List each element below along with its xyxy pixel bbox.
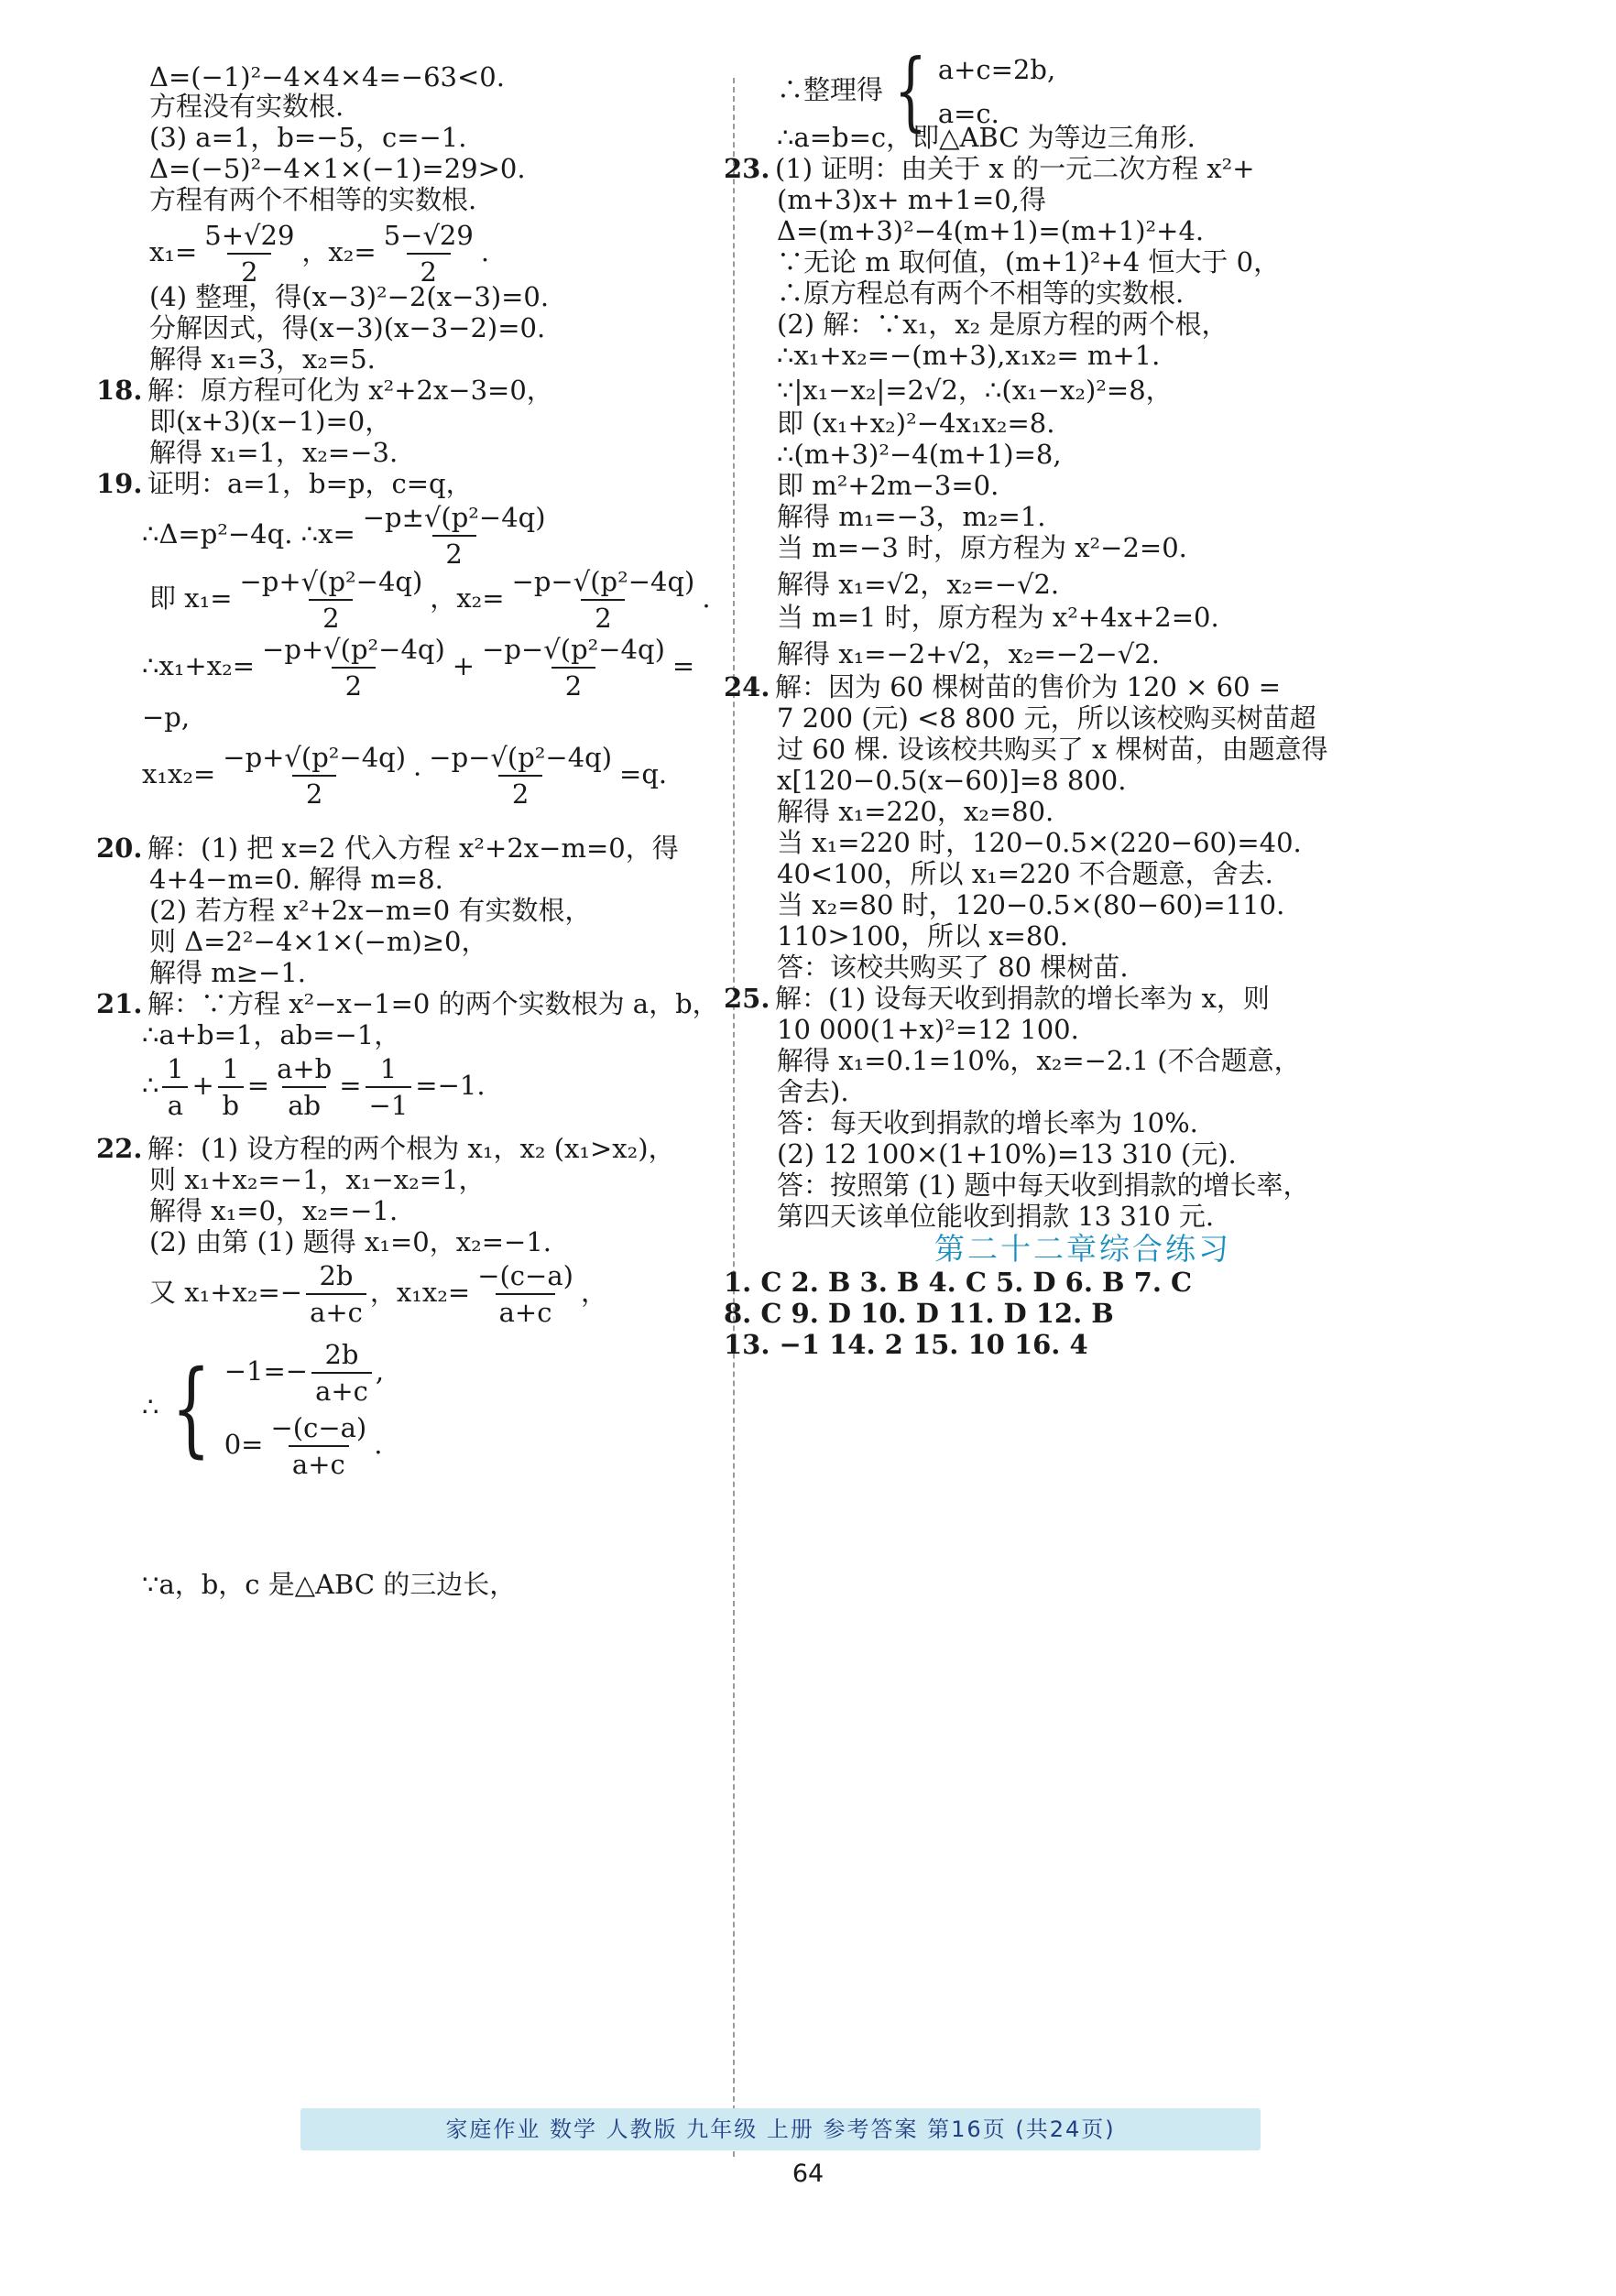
question-23: 23. (1) 证明：由关于 x 的一元二次方程 x²+ (724, 153, 1255, 184)
formula-line: 又 x₁+x₂=− $\frac{2b}{a+c}$ ，x₁x₂= $\frac{-(c-a)}{a+c}$ ， (149, 1260, 607, 1328)
system-rows: a+c=2b, a=c. (937, 54, 1056, 129)
text-line: 解得 x₁=−2+√2，x₂=−2−√2. (777, 638, 1160, 669)
answer-row: 1. C 2. B 3. B 4. C 5. D 6. B 7. C (724, 1267, 1193, 1298)
text-line: 即 m²+2m−3=0. (777, 470, 999, 501)
brace: { (171, 1349, 212, 1468)
text-line: 分解因式，得(x−3)(x−3−2)=0. (149, 312, 546, 343)
equation-system: ∴整理得 { a+c=2b, a=c. (777, 41, 1056, 141)
fraction: $\frac{2b}{a+c}$ (311, 1337, 372, 1409)
fraction: $\frac{5+√29}{2}$ (204, 220, 295, 288)
text-line: ∴a=b=c，即△ABC 为等边三角形. (777, 122, 1196, 153)
text-line: ∴x₁+x₂=−(m+3),x₁x₂= m+1. (777, 340, 1161, 371)
answer-row: 13. −1 14. 2 15. 10 16. 4 (724, 1329, 1088, 1360)
text-line: ∵a，b，c 是△ABC 的三边长， (142, 1569, 517, 1600)
formula-line: ∴ $\frac{1}{a}$ + $\frac{1}{b}$ = $\frac{a+b}{ab}$ = $\frac{1}{-1}$ =−1. (142, 1053, 486, 1121)
fraction: $\frac{\text{−p+√(p²−4q)}}{2}$ (223, 742, 407, 810)
text-line: 当 x₂=80 时，120−0.5×(80−60)=110. (777, 889, 1285, 920)
text-line: 当 x₁=220 时，120−0.5×(220−60)=40. (777, 827, 1302, 858)
fraction: $\frac{-(c-a)}{a+c}$ (477, 1260, 573, 1328)
fraction: $\frac{\text{−p−√(p²−4q)}}{2}$ (511, 566, 695, 634)
text-line: 10 000(1+x)²=12 100. (777, 1014, 1079, 1045)
text-line: 解得 x₁=1，x₂=−3. (149, 437, 399, 468)
text-line: 7 200 (元) <8 800 元，所以该校购买树苗超 (777, 702, 1316, 734)
text-line: Δ=(−5)²−4×1×(−1)=29>0. (149, 153, 526, 184)
text-line: 解得 x₁=0，x₂=−1. (149, 1195, 399, 1226)
section-title: 第二十二章综合练习 (934, 1231, 1231, 1267)
text-line: ∵无论 m 取何值，(m+1)²+4 恒大于 0， (777, 246, 1281, 277)
text-line: (2) 由第 (1) 题得 x₁=0，x₂=−1. (149, 1226, 552, 1257)
brace: { (893, 41, 927, 141)
text-line: 解得 m₁=−3，m₂=1. (777, 501, 1046, 532)
text-line: x[120−0.5(x−60)]=8 800. (777, 765, 1127, 796)
text-line: 4+4−m=0. 解得 m=8. (149, 864, 443, 895)
question-24: 24. 解：因为 60 棵树苗的售价为 120 × 60 = (724, 671, 1282, 702)
text-line: (2) 解：∵x₁，x₂ 是原方程的两个根， (777, 309, 1228, 340)
fraction: $\frac{2b}{a+c}$ (306, 1258, 366, 1330)
text-line: 答：该校共购买了 80 棵树苗. (777, 952, 1129, 983)
text-line: 舍去). (777, 1076, 849, 1107)
text-line: Δ=(m+3)²−4(m+1)=(m+1)²+4. (777, 215, 1205, 246)
text-line: 答：按照第 (1) 题中每天收到捐款的增长率， (777, 1170, 1310, 1201)
text-line: 110>100，所以 x=80. (777, 920, 1068, 952)
system-rows (224, 1335, 384, 1482)
text-line: 解得 x₁=220，x₂=80. (777, 796, 1054, 827)
text-line: (2) 12 100×(1+10%)=13 310 (元). (777, 1138, 1237, 1170)
text-line: 答：每天收到捐款的增长率为 10%. (777, 1107, 1198, 1138)
formula-line: x₁= $\frac{5+√29}{2}$ ，x₂= $\frac{5-√29}{2}$ . (149, 220, 490, 288)
formula-line: ∴Δ=p²−4q. ∴x= $\frac{\text{−p±√(p²−4q)}}{2}$ (142, 500, 553, 571)
text-line: 解得 x₁=3，x₂=5. (149, 343, 376, 375)
fraction: $\frac{\text{−p−√(p²−4q)}}{2}$ (429, 742, 613, 810)
text-line: 过 60 棵. 设该校共购买了 x 棵树苗，由题意得 (777, 734, 1328, 765)
text-line: Δ=(−1)²−4×4×4=−63<0. (149, 61, 505, 92)
fraction: $\frac{5-√29}{2}$ (383, 220, 474, 288)
fraction: $\frac{\text{−p+√(p²−4q)}}{2}$ (262, 634, 445, 702)
question-20: 20. 解：(1) 把 x=2 代入方程 x²+2x−m=0，得 (96, 832, 679, 864)
question-22: 22. 解：(1) 设方程的两个根为 x₁，x₂ (x₁>x₂)， (96, 1133, 675, 1164)
text-line: (4) 整理，得(x−3)²−2(x−3)=0. (149, 281, 550, 312)
formula-line: x₁x₂= $\frac{\text{−p+√(p²−4q)}}{2}$ · $\frac{\text{−p−√(p²−4q)}}{2}$ =q. (142, 742, 668, 810)
question-21: 21. 解：∵方程 x²−x−1=0 的两个实数根为 a，b， (96, 988, 719, 1019)
fraction: $\frac{1}{-1}$ (366, 1051, 412, 1123)
formula-line: ∴x₁+x₂= $\frac{\text{−p+√(p²−4q)}}{2}$ + $\frac{\text{−p−√(p²−4q)}}{2}$ = (142, 634, 695, 702)
text-line: (2) 若方程 x²+2x−m=0 有实数根， (149, 895, 592, 926)
text-line: 解得 x₁=0.1=10%，x₂=−2.1 (不合题意， (777, 1045, 1301, 1076)
text-line: 方程没有实数根. (149, 91, 344, 122)
answer-row: 8. C 9. D 10. D 11. D 12. B (724, 1298, 1114, 1329)
fraction: $\frac{1}{b}$ (218, 1051, 244, 1123)
footer-banner: 家庭作业 数学 人教版 九年级 上册 参考答案 第16页 (共24页) (300, 2108, 1261, 2150)
text-line: 方程有两个不相等的实数根. (149, 184, 477, 215)
text-line: 40<100，所以 x₁=220 不合题意，舍去. (777, 858, 1273, 889)
text-line: ∴原方程总有两个不相等的实数根. (777, 277, 1185, 309)
text-line: 第四天该单位能收到捐款 13 310 元. (777, 1201, 1215, 1232)
text-line: 当 m=1 时，原方程为 x²+4x+2=0. (777, 602, 1219, 633)
text-line: 即(x+3)(x−1)=0， (149, 406, 392, 437)
text-line: ∵|x₁−x₂|=2√2，∴(x₁−x₂)²=8， (777, 375, 1173, 406)
fraction: $\frac{a+b}{ab}$ (277, 1053, 333, 1121)
text-line: 即 (x₁+x₂)²−4x₁x₂=8. (777, 408, 1055, 439)
text-line: ∴(m+3)²−4(m+1)=8, (777, 439, 1062, 470)
text-line: −p, (142, 702, 191, 733)
fraction: $\frac{\text{−p±√(p²−4q)}}{2}$ (362, 502, 546, 570)
text-line: 当 m=−3 时，原方程为 x²−2=0. (777, 532, 1187, 563)
fraction: $\frac{\text{−p−√(p²−4q)}}{2}$ (482, 634, 665, 702)
fraction: $\frac{-(c-a)}{a+c}$ (270, 1412, 367, 1480)
text-line: 则 x₁+x₂=−1，x₁−x₂=1， (149, 1164, 486, 1195)
system-row: −1=− $\frac{2b}{a+c}$ , (224, 1339, 385, 1407)
fraction: $\frac{\text{−p+√(p²−4q)}}{2}$ (239, 566, 423, 634)
text-line: 解得 x₁=√2，x₂=−√2. (777, 569, 1060, 600)
column-divider (733, 78, 735, 2157)
formula-line: 即 x₁= $\frac{\text{−p+√(p²−4q)}}{2}$ ，x₂= $\frac{\text{−p−√(p²−4q)}}{2}$ . (149, 566, 711, 634)
text-line: (3) a=1，b=−5，c=−1. (149, 122, 467, 153)
question-18: 18. 解：原方程可化为 x²+2x−3=0， (96, 375, 553, 406)
text-line: 则 Δ=2²−4×1×(−m)≥0， (149, 926, 488, 957)
question-19: 19. 证明：a=1，b=p，c=q， (96, 468, 473, 499)
fraction: $\frac{1}{a}$ (162, 1051, 188, 1123)
text-line: (m+3)x+ m+1=0,得 (777, 184, 1046, 215)
text-line: ∴a+b=1，ab=−1， (142, 1019, 401, 1050)
system-row: 0= $\frac{-(c-a)}{a+c}$ . (224, 1412, 383, 1480)
equation-system: ∴ { −1=− $\frac{2b}{a+c}$ , 0= $\frac{-(c-a)}{a+c}$ . (142, 1335, 384, 1482)
page-number: 64 (792, 2160, 824, 2188)
text-line: 解得 m≥−1. (149, 957, 306, 988)
question-25: 25. 解：(1) 设每天收到捐款的增长率为 x，则 (724, 983, 1270, 1014)
